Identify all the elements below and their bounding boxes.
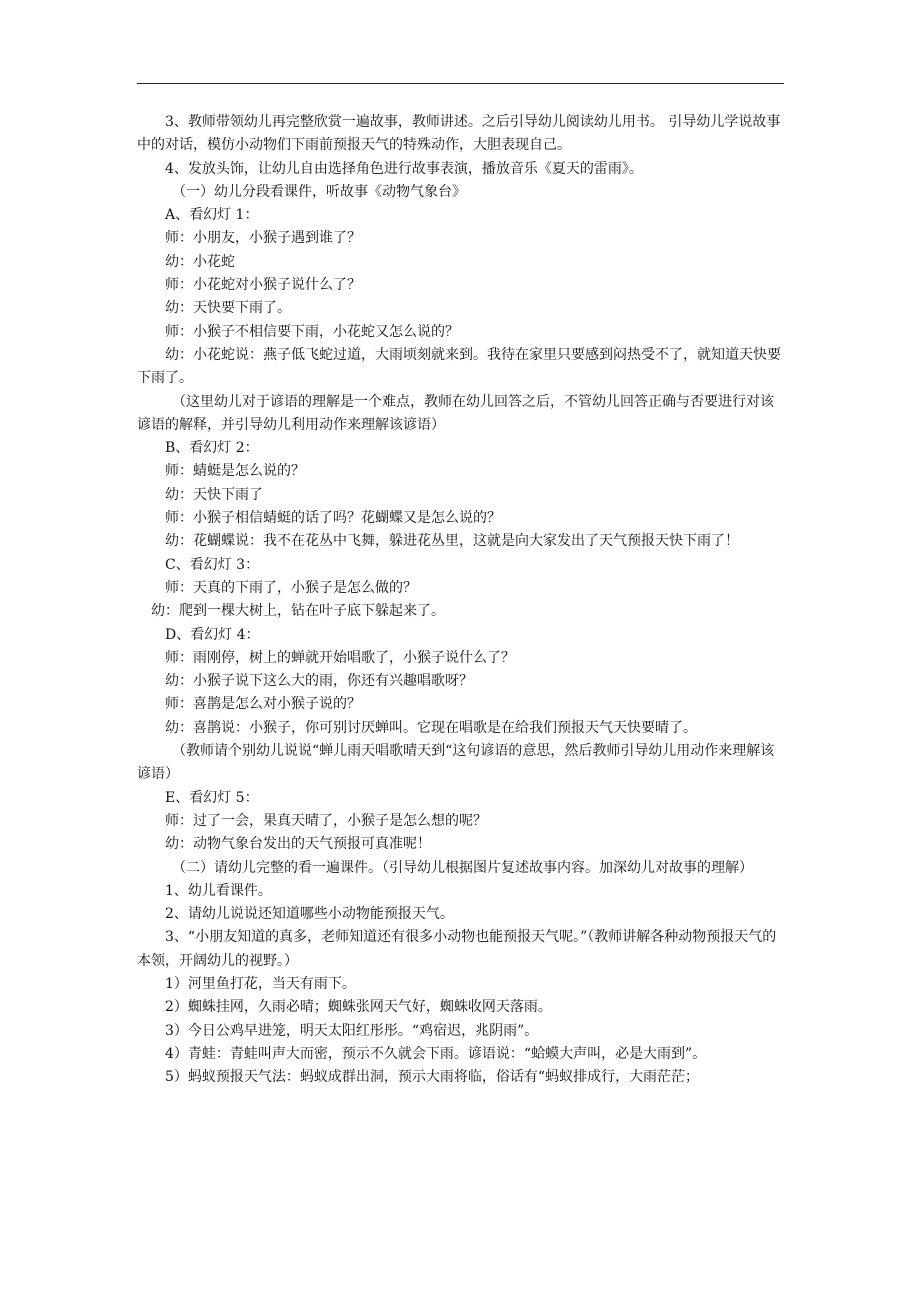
teacher-note: （这里幼儿对于谚语的理解是一个难点，教师在幼儿回答之后，不管幼儿回答正确与否要进行对该谚语的解释，并引导幼儿利用动作来理解该谚语）: [137, 393, 774, 433]
list-item: 4）青蛙：青蛙叫声大而密，预示不久就会下雨。谚语说：“蛤蟆大声叫，必是大雨到”。: [165, 1045, 707, 1062]
header-rule: [137, 83, 784, 84]
slide-heading: B、看幻灯 2：: [165, 440, 259, 457]
dialogue-line: 师：天真的下雨了，小猴子是怎么做的？: [165, 579, 417, 596]
teacher-note: （教师请个别幼儿说说“蝉儿雨天唱歌晴天到“这句谚语的意思，然后教师引导幼儿用动作来理解该谚语）: [137, 743, 775, 783]
dialogue-line: 师：小猴子相信蜻蜓的话了吗？花蝴蝶又是怎么说的？: [165, 510, 501, 527]
section-heading: （一）幼儿分段看课件，听故事《动物气象台》: [172, 183, 466, 200]
list-item: 5）蚂蚁预报天气法：蚂蚁成群出洞，预示大雨将临，俗话有“蚂蚁排成行，大雨茫茫；: [165, 1069, 700, 1086]
list-item: 2）蜘蛛挂网，久雨必晴；蜘蛛张网天气好，蜘蛛收网天落雨。: [165, 999, 552, 1016]
list-item: 3、“小朋友知道的真多，老师知道还有很多小动物也能预报天气呢。”（教师讲解各种动物预报天气的本领，开阔幼儿的视野。）: [137, 929, 777, 969]
dialogue-line: 师：雨刚停，树上的蝉就开始唱歌了，小猴子说什么了？: [165, 649, 515, 666]
dialogue-line: 幼：小花蛇说：燕子低飞蛇过道，大雨顷刻就来到。我待在家里只要感到闷热受不了，就知道天快要下雨了。: [137, 346, 781, 387]
paragraph: 4、发放头饰，让幼儿自由选择角色进行故事表演，播放音乐《夏天的雷雨》。: [165, 160, 643, 177]
dialogue-line: 幼：花蝴蝶说：我不在花丛中飞舞，躲进花丛里，这就是向大家发出了天气预报天快下雨了！: [165, 533, 739, 550]
dialogue-line: 师：小猴子不相信要下雨，小花蛇又怎么说的？: [165, 323, 459, 340]
dialogue-line: 幼：小花蛇: [165, 253, 235, 270]
dialogue-line: 师：小朋友，小猴子遇到谁了？: [165, 230, 361, 247]
slide-heading: E、看幻灯 5：: [165, 789, 259, 806]
dialogue-line: 师：过了一会，果真天晴了，小猴子是怎么想的呢？: [165, 812, 487, 829]
dialogue-line: 师：小花蛇对小猴子说什么了？: [165, 277, 361, 294]
section-heading: （二）请幼儿完整的看一遍课件。（引导幼儿根据图片复述故事内容。加深幼儿对故事的理解）: [172, 859, 753, 876]
list-item: 3）今日公鸡早进笼，明天太阳红彤彤。“鸡宿迟，兆阴雨”。: [165, 1022, 539, 1039]
dialogue-line: 幼：小猴子说下这么大的雨，你还有兴趣唱歌呀？: [165, 673, 473, 690]
dialogue-line: 师：蜻蜓是怎么说的？: [165, 463, 305, 480]
dialogue-line: 幼：喜鹊说：小猴子，你可别讨厌蝉叫。它现在唱歌是在给我们预报天气天快要晴了。: [165, 719, 697, 736]
list-item: 1、幼儿看课件。: [165, 882, 272, 899]
dialogue-line: 幼：天快下雨了: [165, 486, 263, 503]
paragraph: 3、教师带领幼儿再完整欣赏一遍故事，教师讲述。之后引导幼儿阅读幼儿用书。 引导幼儿学说故事中的对话，模仿小动物们下雨前预报天气的特殊动作，大胆表现自己。: [137, 114, 781, 154]
slide-heading: A、看幻灯 1：: [165, 207, 259, 224]
slide-heading: C、看幻灯 3：: [165, 556, 260, 573]
dialogue-line: 幼：动物气象台发出的天气预报可真准呢！: [165, 836, 431, 853]
list-item: 2、请幼儿说说还知道哪些小动物能预报天气。: [165, 906, 454, 923]
dialogue-line: 幼：爬到一棵大树上，钻在叶子底下躲起来了。: [151, 603, 445, 620]
dialogue-line: 幼：天快要下雨了。: [165, 300, 291, 317]
document-body: [137, 111, 784, 1089]
list-item: 1）河里鱼打花，当天有雨下。: [165, 975, 356, 992]
dialogue-line: 师：喜鹊是怎么对小猴子说的？: [165, 696, 361, 713]
slide-heading: D、看幻灯 4：: [165, 626, 260, 643]
